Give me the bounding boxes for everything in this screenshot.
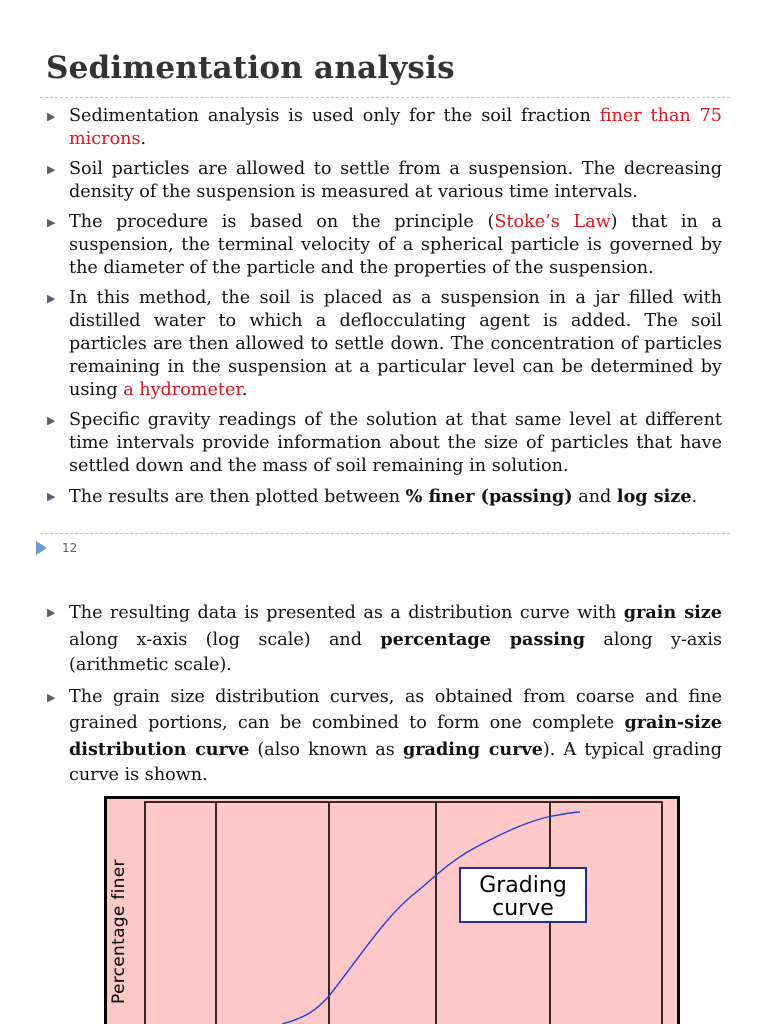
highlight-text: a hydrometer xyxy=(123,380,242,400)
bullet-arrow-icon: ▶ xyxy=(47,216,56,229)
bullet-arrow-icon: ▶ xyxy=(47,292,56,305)
bullet-text: The procedure is based on the principle ( xyxy=(69,212,495,232)
slide-footer-divider xyxy=(40,533,730,534)
bold-text: percentage passing xyxy=(380,628,586,650)
bullet-list-distribution xyxy=(46,600,722,795)
list-item xyxy=(46,287,722,402)
highlight-text: Stoke’s Law xyxy=(494,212,611,232)
bold-text: grain-size distribution curve xyxy=(69,712,722,760)
bullet-arrow-icon: ▶ xyxy=(47,690,56,704)
grading-curve-callout xyxy=(459,867,587,923)
bold-text: grain size xyxy=(623,602,722,623)
bullet-text: along y-axis (arithmetic scale). xyxy=(69,629,722,675)
bullet-text: The grain size distribution curves, as obtained from coarse and fine grained portions, can be combined to form one complete xyxy=(69,686,722,733)
bullet-text: along x-axis (log scale) and xyxy=(69,629,381,650)
chart-background xyxy=(104,796,680,1024)
bullet-arrow-icon: ▶ xyxy=(47,490,56,503)
list-item xyxy=(46,105,722,151)
bullet-text: (also known as xyxy=(249,739,403,760)
bullet-text: In this method, the soil is placed as a suspension in a jar filled with distilled water to which a deflocculating agent is added. The soil particles are then allowed to settle down. The concentration of particles remaining in the suspension at a particular level can be determined by using xyxy=(69,288,722,400)
bullet-arrow-icon: ▶ xyxy=(47,110,56,123)
bullet-list-sedimentation xyxy=(46,105,722,516)
bullet-text: Soil particles are allowed to settle from a suspension. The decreasing density of the suspension is measured at various time intervals. xyxy=(69,159,722,202)
bullet-text: . xyxy=(140,129,147,149)
bullet-text: Sedimentation analysis is used only for the soil fraction xyxy=(69,106,600,126)
page-footer xyxy=(36,539,77,557)
page-title: Sedimentation analysis xyxy=(46,50,455,86)
bullet-text: The resulting data is presented as a distribution curve with xyxy=(69,603,624,623)
bold-text: % finer (passing) xyxy=(405,486,573,507)
highlight-text: finer than 75 microns xyxy=(69,106,722,149)
list-item xyxy=(46,409,722,478)
list-item xyxy=(46,685,722,789)
bullet-arrow-icon: ▶ xyxy=(47,414,56,427)
bullet-text: and xyxy=(572,487,617,507)
bullet-text: ) that in a suspension, the terminal velocity of a spherical particle is governed by the diameter of the particle and the properties of the suspension. xyxy=(69,212,722,278)
page-number: 12 xyxy=(62,541,78,555)
bullet-text: . xyxy=(241,380,248,400)
grading-curve-chart xyxy=(104,796,680,1024)
bullet-text: . xyxy=(691,487,698,507)
list-item xyxy=(46,158,722,204)
bold-text: grading curve xyxy=(402,738,543,760)
grading-curve-figure xyxy=(104,796,680,1024)
bullet-text: Specific gravity readings of the solution at that same level at different time intervals provide information about the size of particles that have settled down and the mass of soil remaining in solution. xyxy=(69,410,722,476)
page-marker-icon xyxy=(36,541,47,555)
bullet-text: ). A typical grading curve is shown. xyxy=(69,739,723,785)
list-item xyxy=(46,485,722,509)
list-item xyxy=(46,600,722,679)
title-divider xyxy=(40,97,730,98)
callout-line-2: curve xyxy=(492,896,554,921)
bullet-arrow-icon: ▶ xyxy=(47,163,56,176)
bullet-arrow-icon: ▶ xyxy=(47,606,56,619)
callout-line-1: Grading xyxy=(479,873,567,898)
bold-text: log size xyxy=(616,486,692,507)
list-item xyxy=(46,211,722,280)
bullet-text: The results are then plotted between xyxy=(69,487,406,507)
y-axis-label: Percentage finer xyxy=(109,859,129,1004)
